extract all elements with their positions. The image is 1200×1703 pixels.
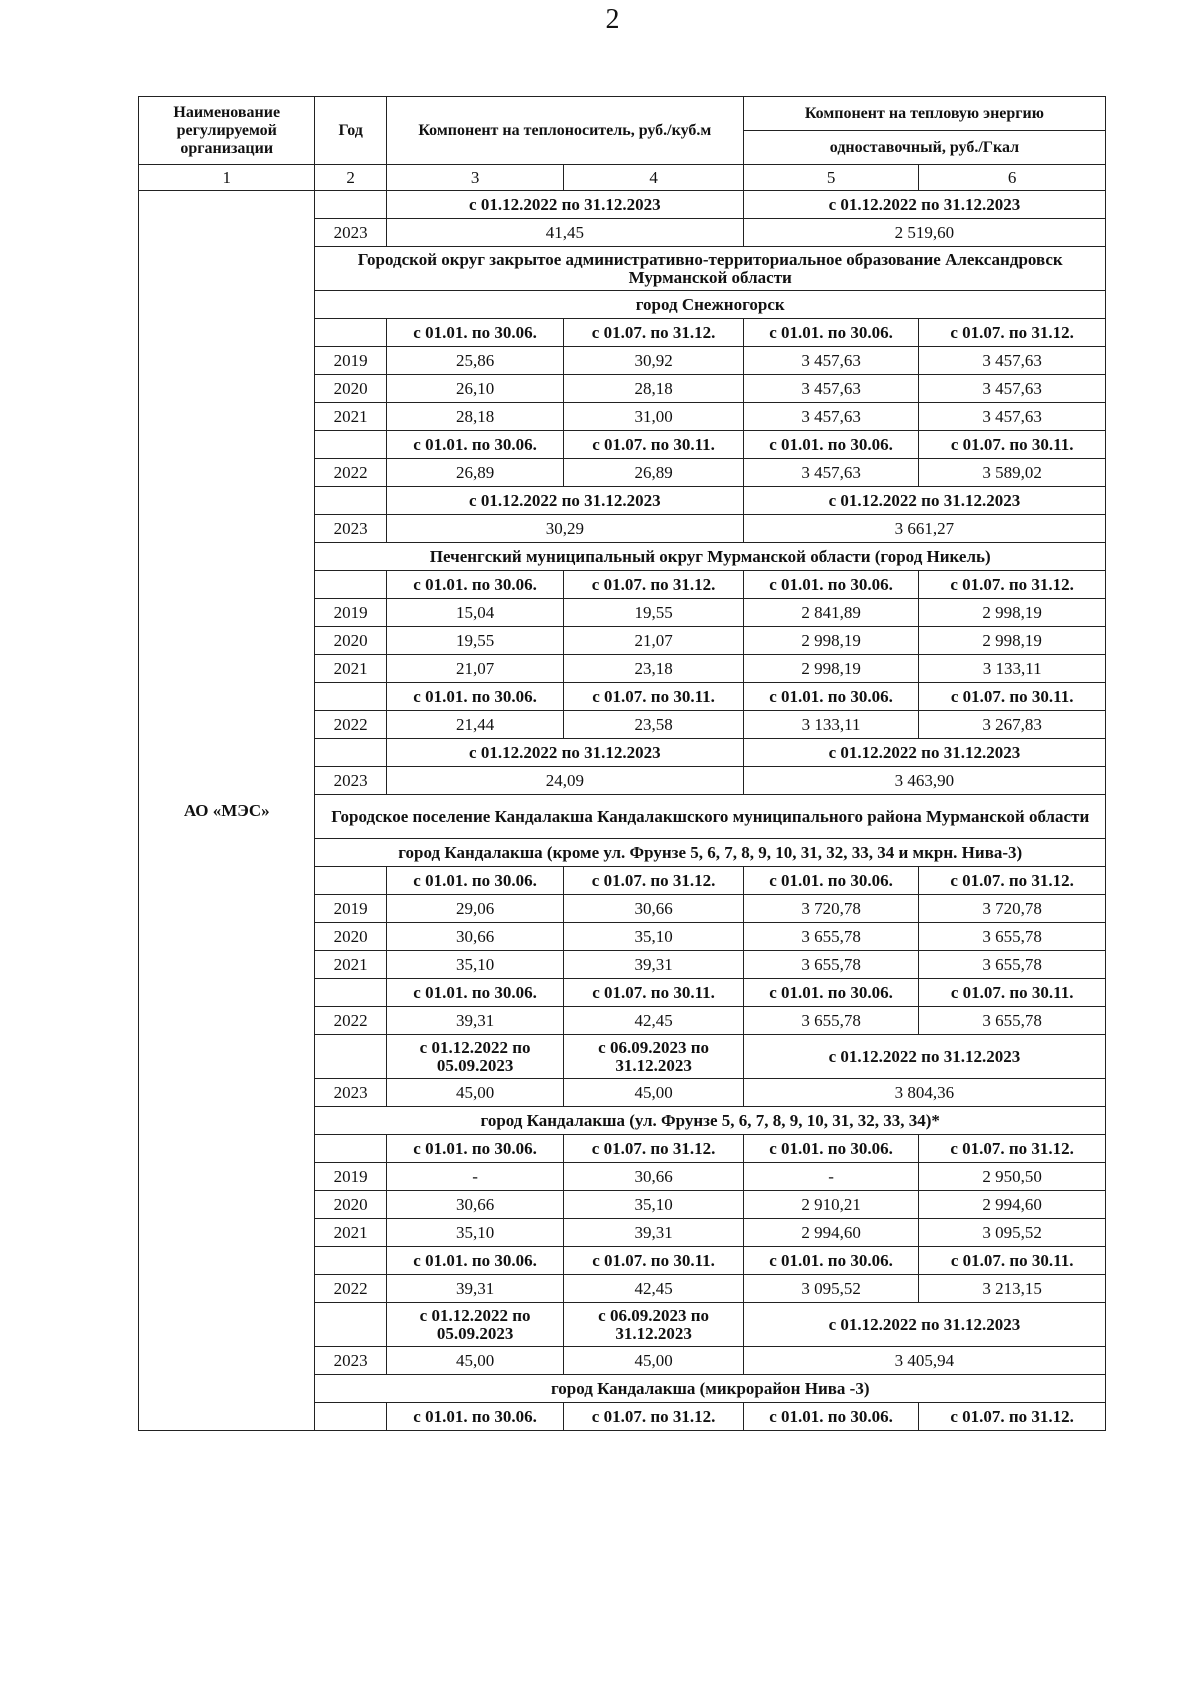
- year-cell: 2019: [315, 1163, 386, 1191]
- period-label: с 01.07. по 31.12.: [564, 571, 744, 599]
- year-cell: 2023: [315, 1347, 386, 1375]
- year-cell: 2020: [315, 375, 386, 403]
- blank-cell: [315, 571, 386, 599]
- city-title: город Кандалакша (кроме ул. Фрунзе 5, 6, 7, 8, 9, 10, 31, 32, 33, 34 и мкрн. Нива-3): [315, 839, 1106, 867]
- period-label: с 01.01. по 30.06.: [743, 867, 918, 895]
- period-label: с 01.01. по 30.06.: [386, 1135, 563, 1163]
- value-cell: 41,45: [386, 219, 743, 247]
- value-cell: 39,31: [564, 1219, 744, 1247]
- value-cell: 42,45: [564, 1275, 744, 1303]
- period-label: с 01.01. по 30.06.: [743, 683, 918, 711]
- year-cell: 2021: [315, 655, 386, 683]
- period-label: с 01.01. по 30.06.: [386, 1247, 563, 1275]
- period-label: с 01.12.2022 по 31.12.2023: [743, 191, 1105, 219]
- year-cell: 2022: [315, 711, 386, 739]
- value-cell: 19,55: [386, 627, 563, 655]
- value-cell: 3 133,11: [919, 655, 1106, 683]
- period-label: с 01.01. по 30.06.: [386, 571, 563, 599]
- column-number-row: [139, 165, 1106, 191]
- period-label: с 01.12.2022 по 31.12.2023: [743, 1035, 1105, 1079]
- value-cell: 23,18: [564, 655, 744, 683]
- period-label: с 01.07. по 31.12.: [564, 867, 744, 895]
- header-org-name: Наименование регулируемой организации: [139, 97, 315, 165]
- column-number: 1: [139, 165, 315, 191]
- period-label: с 06.09.2023 по 31.12.2023: [564, 1035, 744, 1079]
- value-cell: 3 133,11: [743, 711, 918, 739]
- value-cell: 26,89: [386, 459, 563, 487]
- period-label: с 01.12.2022 по 31.12.2023: [743, 487, 1105, 515]
- year-cell: 2023: [315, 515, 386, 543]
- value-cell: 3 267,83: [919, 711, 1106, 739]
- value-cell: 21,44: [386, 711, 563, 739]
- period-label: с 01.07. по 30.11.: [564, 1247, 744, 1275]
- organization-name: АО «МЭС»: [139, 191, 315, 1431]
- value-cell: 3 457,63: [919, 347, 1106, 375]
- blank-cell: [315, 1035, 386, 1079]
- period-row: [139, 191, 1106, 219]
- blank-cell: [315, 1247, 386, 1275]
- value-cell: 30,66: [564, 1163, 744, 1191]
- period-label: с 01.07. по 30.11.: [564, 683, 744, 711]
- region-title: Городское поселение Кандалакша Кандалакшского муниципального района Мурманской области: [315, 795, 1106, 839]
- value-cell: 35,10: [386, 1219, 563, 1247]
- value-cell: 2 998,19: [743, 627, 918, 655]
- period-label: с 01.01. по 30.06.: [386, 979, 563, 1007]
- year-cell: 2022: [315, 1007, 386, 1035]
- period-label: с 01.12.2022 по 31.12.2023: [743, 739, 1105, 767]
- value-cell: 2 841,89: [743, 599, 918, 627]
- blank-cell: [315, 867, 386, 895]
- period-label: с 01.01. по 30.06.: [743, 431, 918, 459]
- value-cell: -: [743, 1163, 918, 1191]
- blank-cell: [315, 431, 386, 459]
- year-cell: 2022: [315, 459, 386, 487]
- blank-cell: [315, 1135, 386, 1163]
- value-cell: 3 655,78: [919, 951, 1106, 979]
- value-cell: 28,18: [386, 403, 563, 431]
- value-cell: 39,31: [564, 951, 744, 979]
- year-cell: 2019: [315, 347, 386, 375]
- header-year: Год: [315, 97, 386, 165]
- value-cell: 3 720,78: [919, 895, 1106, 923]
- period-label: с 01.07. по 31.12.: [919, 571, 1106, 599]
- period-label: с 01.07. по 31.12.: [564, 1135, 744, 1163]
- region-title: Городской округ закрытое административно-территориальное образование Александровск Мурманской области: [315, 247, 1106, 291]
- year-cell: 2020: [315, 1191, 386, 1219]
- period-label: с 01.01. по 30.06.: [386, 431, 563, 459]
- value-cell: 45,00: [564, 1347, 744, 1375]
- blank-cell: [315, 1403, 386, 1431]
- value-cell: 2 994,60: [743, 1219, 918, 1247]
- year-cell: 2023: [315, 219, 386, 247]
- value-cell: 3 457,63: [743, 347, 918, 375]
- value-cell: 35,10: [564, 1191, 744, 1219]
- header-row: [139, 97, 1106, 131]
- value-cell: 2 998,19: [743, 655, 918, 683]
- period-label: с 01.07. по 31.12.: [919, 1403, 1106, 1431]
- value-cell: 3 804,36: [743, 1079, 1105, 1107]
- value-cell: 2 998,19: [919, 599, 1106, 627]
- value-cell: 30,66: [564, 895, 744, 923]
- period-label: с 01.07. по 31.12.: [919, 1135, 1106, 1163]
- blank-cell: [315, 191, 386, 219]
- period-label: с 01.01. по 30.06.: [743, 1135, 918, 1163]
- blank-cell: [315, 487, 386, 515]
- blank-cell: [315, 739, 386, 767]
- period-label: с 01.12.2022 по 31.12.2023: [386, 191, 743, 219]
- period-label: с 01.07. по 31.12.: [564, 1403, 744, 1431]
- value-cell: 45,00: [564, 1079, 744, 1107]
- value-cell: 2 994,60: [919, 1191, 1106, 1219]
- year-cell: 2023: [315, 1079, 386, 1107]
- value-cell: 3 655,78: [743, 951, 918, 979]
- value-cell: 45,00: [386, 1079, 563, 1107]
- value-cell: 29,06: [386, 895, 563, 923]
- column-number: 3: [386, 165, 563, 191]
- period-label: с 01.07. по 31.12.: [919, 319, 1106, 347]
- column-number: 5: [743, 165, 918, 191]
- value-cell: 3 655,78: [743, 923, 918, 951]
- value-cell: 3 655,78: [743, 1007, 918, 1035]
- period-label: с 01.07. по 30.11.: [564, 979, 744, 1007]
- blank-cell: [315, 1303, 386, 1347]
- period-label: с 01.01. по 30.06.: [743, 1403, 918, 1431]
- value-cell: 3 589,02: [919, 459, 1106, 487]
- value-cell: 30,66: [386, 923, 563, 951]
- value-cell: 35,10: [564, 923, 744, 951]
- value-cell: 3 457,63: [743, 403, 918, 431]
- year-cell: 2020: [315, 923, 386, 951]
- period-label: с 01.12.2022 по 05.09.2023: [386, 1303, 563, 1347]
- period-label: с 01.01. по 30.06.: [743, 571, 918, 599]
- value-cell: 23,58: [564, 711, 744, 739]
- period-label: с 01.01. по 30.06.: [386, 1403, 563, 1431]
- period-label: с 06.09.2023 по 31.12.2023: [564, 1303, 744, 1347]
- blank-cell: [315, 683, 386, 711]
- value-cell: 3 213,15: [919, 1275, 1106, 1303]
- value-cell: 28,18: [564, 375, 744, 403]
- value-cell: 45,00: [386, 1347, 563, 1375]
- page-number: 2: [605, 4, 620, 35]
- period-label: с 01.07. по 30.11.: [919, 1247, 1106, 1275]
- period-label: с 01.12.2022 по 31.12.2023: [743, 1303, 1105, 1347]
- period-label: с 01.01. по 30.06.: [743, 979, 918, 1007]
- value-cell: 35,10: [386, 951, 563, 979]
- year-cell: 2021: [315, 1219, 386, 1247]
- period-label: с 01.01. по 30.06.: [386, 319, 563, 347]
- value-cell: -: [386, 1163, 563, 1191]
- value-cell: 3 463,90: [743, 767, 1105, 795]
- value-cell: 3 095,52: [919, 1219, 1106, 1247]
- header-carrier: Компонент на теплоноситель, руб./куб.м: [386, 97, 743, 165]
- value-cell: 3 655,78: [919, 1007, 1106, 1035]
- city-title: город Кандалакша (микрорайон Нива -3): [315, 1375, 1106, 1403]
- year-cell: 2020: [315, 627, 386, 655]
- column-number: 2: [315, 165, 386, 191]
- period-label: с 01.07. по 30.11.: [919, 979, 1106, 1007]
- value-cell: 3 405,94: [743, 1347, 1105, 1375]
- blank-cell: [315, 319, 386, 347]
- value-cell: 2 950,50: [919, 1163, 1106, 1191]
- city-title: город Кандалакша (ул. Фрунзе 5, 6, 7, 8, 9, 10, 31, 32, 33, 34)*: [315, 1107, 1106, 1135]
- period-label: с 01.01. по 30.06.: [743, 319, 918, 347]
- value-cell: 21,07: [386, 655, 563, 683]
- value-cell: 3 457,63: [743, 375, 918, 403]
- value-cell: 21,07: [564, 627, 744, 655]
- period-label: с 01.07. по 30.11.: [564, 431, 744, 459]
- value-cell: 2 519,60: [743, 219, 1105, 247]
- region-title: Печенгский муниципальный округ Мурманской области (город Никель): [315, 543, 1106, 571]
- period-label: с 01.07. по 30.11.: [919, 683, 1106, 711]
- value-cell: 19,55: [564, 599, 744, 627]
- tariff-table: [138, 96, 1106, 1431]
- value-cell: 3 095,52: [743, 1275, 918, 1303]
- value-cell: 31,00: [564, 403, 744, 431]
- header-energy-sub: одноставочный, руб./Гкал: [743, 131, 1105, 165]
- period-label: с 01.01. по 30.06.: [386, 867, 563, 895]
- year-cell: 2023: [315, 767, 386, 795]
- period-label: с 01.01. по 30.06.: [743, 1247, 918, 1275]
- value-cell: 3 457,63: [919, 375, 1106, 403]
- period-label: с 01.12.2022 по 31.12.2023: [386, 487, 743, 515]
- value-cell: 25,86: [386, 347, 563, 375]
- year-cell: 2021: [315, 951, 386, 979]
- value-cell: 2 910,21: [743, 1191, 918, 1219]
- period-label: с 01.07. по 31.12.: [919, 867, 1106, 895]
- period-label: с 01.07. по 30.11.: [919, 431, 1106, 459]
- value-cell: 15,04: [386, 599, 563, 627]
- period-label: с 01.01. по 30.06.: [386, 683, 563, 711]
- year-cell: 2019: [315, 895, 386, 923]
- value-cell: 26,89: [564, 459, 744, 487]
- period-label: с 01.12.2022 по 05.09.2023: [386, 1035, 563, 1079]
- value-cell: 42,45: [564, 1007, 744, 1035]
- year-cell: 2019: [315, 599, 386, 627]
- value-cell: 26,10: [386, 375, 563, 403]
- column-number: 6: [919, 165, 1106, 191]
- value-cell: 30,92: [564, 347, 744, 375]
- value-cell: 24,09: [386, 767, 743, 795]
- value-cell: 3 457,63: [919, 403, 1106, 431]
- value-cell: 2 998,19: [919, 627, 1106, 655]
- period-label: с 01.07. по 31.12.: [564, 319, 744, 347]
- value-cell: 3 661,27: [743, 515, 1105, 543]
- header-energy: Компонент на тепловую энергию: [743, 97, 1105, 131]
- blank-cell: [315, 979, 386, 1007]
- value-cell: 3 720,78: [743, 895, 918, 923]
- value-cell: 30,66: [386, 1191, 563, 1219]
- period-label: с 01.12.2022 по 31.12.2023: [386, 739, 743, 767]
- city-title: город Снежногорск: [315, 291, 1106, 319]
- column-number: 4: [564, 165, 744, 191]
- value-cell: 39,31: [386, 1275, 563, 1303]
- value-cell: 3 457,63: [743, 459, 918, 487]
- year-cell: 2021: [315, 403, 386, 431]
- year-cell: 2022: [315, 1275, 386, 1303]
- value-cell: 3 655,78: [919, 923, 1106, 951]
- value-cell: 39,31: [386, 1007, 563, 1035]
- value-cell: 30,29: [386, 515, 743, 543]
